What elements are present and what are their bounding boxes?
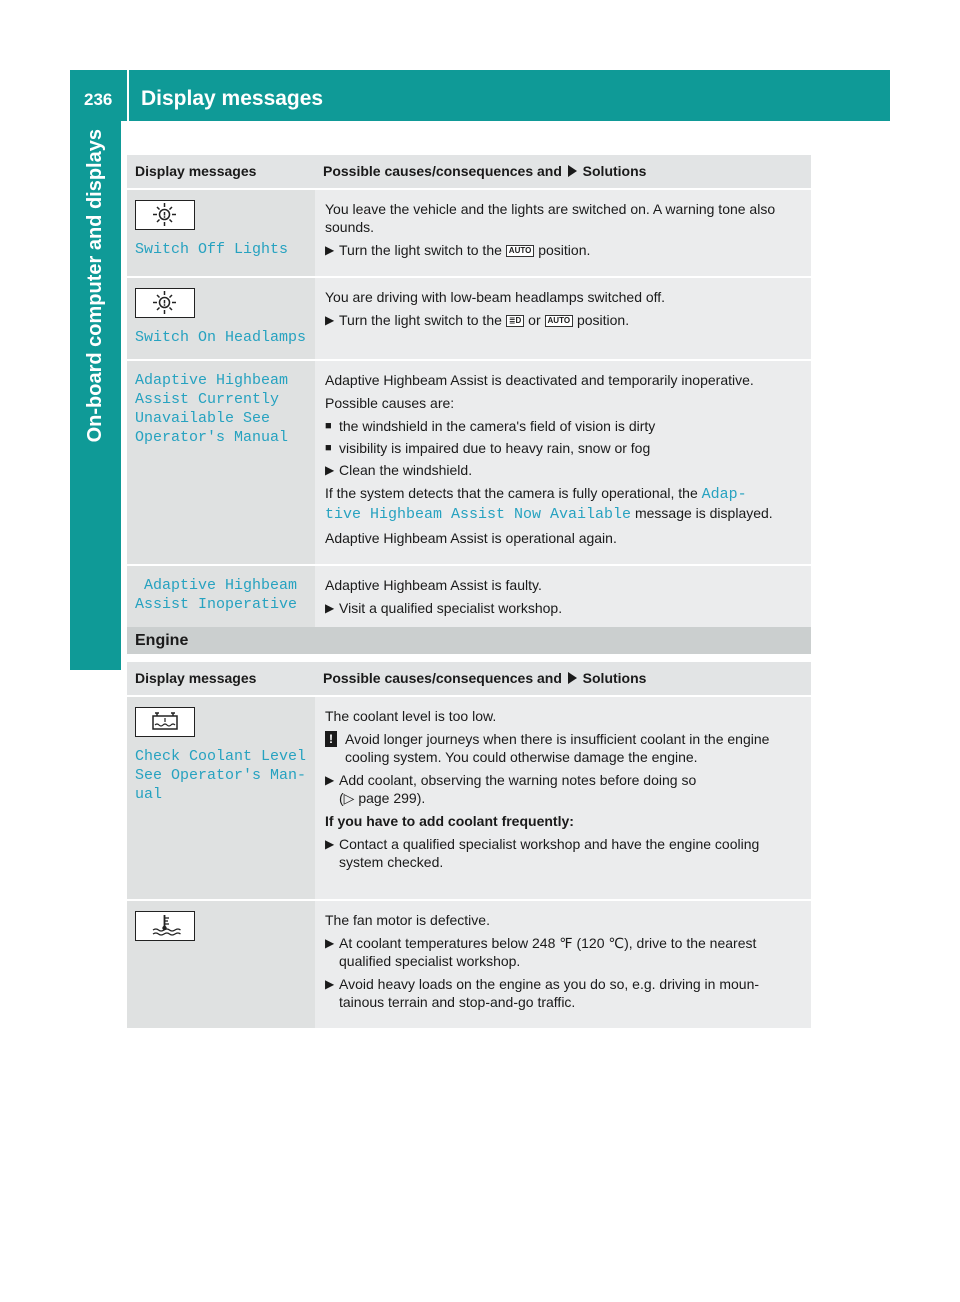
cause-text: The fan motor is defective. (325, 912, 490, 928)
side-tab-marker (70, 621, 121, 670)
solution-cell (315, 277, 811, 360)
warning-icon: ! (325, 731, 337, 747)
step-text: Add coolant, observing the warning notes before doing so (339, 772, 697, 788)
step-text: Contact a qualified specialist workshop and have the engine cooling system checked. (339, 836, 760, 870)
message-text: Switch On Headlamps (135, 329, 307, 346)
table-row (127, 696, 811, 900)
solution-step (325, 771, 805, 807)
light-bulb-icon (135, 200, 195, 230)
step-arrow-icon: ▶ (325, 313, 335, 327)
message-cell (127, 696, 315, 900)
bullet-text: visibility is impaired due to heavy rain, snow or fog (339, 440, 651, 456)
solution-step (325, 934, 805, 970)
step-arrow-icon: ▶ (325, 601, 335, 615)
coolant-tank-icon (135, 707, 195, 737)
solution-step (325, 599, 805, 617)
status-text (325, 484, 805, 524)
step-text: Avoid heavy loads on the engine as you do so, e.g. driving in moun‐ tainous terrain and stop-and-go traffic. (339, 976, 760, 1010)
cause-text: Adaptive Highbeam Assist is faulty. (325, 577, 542, 593)
step-arrow-icon: ▶ (325, 463, 335, 477)
solution-cell (315, 360, 811, 565)
cause-bullet (325, 439, 805, 457)
auto-switch-icon: AUTO (506, 245, 535, 257)
col-causes-solutions (315, 155, 811, 189)
light-bulb-icon (135, 288, 195, 318)
step-arrow-icon: ▶ (325, 977, 335, 991)
step-text: Visit a qualified specialist workshop. (339, 600, 563, 616)
col-causes-label: Possible causes/consequences and (323, 163, 562, 179)
side-tab-label: On-board computer and displays (84, 129, 106, 443)
solution-cell (315, 189, 811, 277)
status-text-post: message is displayed. (634, 505, 773, 521)
solution-step (325, 835, 805, 871)
cause-text: Adaptive Highbeam Assist is deactivated and temporarily inoperative. (325, 372, 754, 388)
arrow-right-icon (568, 165, 577, 177)
step-text-end: position. (538, 242, 591, 258)
message-cell (127, 360, 315, 565)
step-text: Turn the light switch to the (339, 312, 502, 328)
table-row (127, 565, 811, 635)
message-text: Check Coolant Level See Operator's Man‐ ual (135, 748, 307, 803)
step-or: or (528, 312, 541, 328)
arrow-right-icon (568, 672, 577, 684)
step-text: Turn the light switch to the (339, 242, 502, 258)
cause-text: You are driving with low-beam headlamps switched off. (325, 289, 666, 305)
col-display-messages: Display messages (127, 662, 315, 696)
display-messages-table (127, 155, 811, 636)
solution-step (325, 311, 805, 329)
solution-cell (315, 696, 811, 900)
bullet-icon: ■ (325, 420, 332, 432)
step-arrow-icon: ▶ (325, 773, 335, 787)
engine-messages-table (127, 662, 811, 1030)
message-text: Switch Off Lights (135, 241, 289, 258)
bullet-text: the windshield in the camera's field of vision is dirty (339, 418, 656, 434)
status-text-pre: If the system detects that the camera is fully operational, the (325, 485, 698, 501)
table-header-row (127, 155, 811, 189)
step-text: Clean the windshield. (339, 462, 473, 478)
message-cell (127, 900, 315, 1029)
page-number: 236 (84, 90, 113, 109)
status-message: Adap‐ tive Highbeam Assist Now Available (325, 486, 747, 523)
cause-text: The coolant level is too low. (325, 708, 497, 724)
solution-step (325, 241, 805, 259)
table-row (127, 277, 811, 360)
message-cell (127, 189, 315, 277)
status-text-final: Adaptive Highbeam Assist is operational again. (325, 530, 617, 546)
coolant-temperature-icon (135, 911, 195, 941)
solution-step (325, 461, 805, 479)
col-solutions-label: Solutions (582, 163, 647, 179)
col-solutions-label: Solutions (582, 670, 647, 686)
table-row (127, 189, 811, 277)
message-cell (127, 565, 315, 635)
auto-switch-icon: AUTO (545, 315, 574, 327)
header-divider (127, 70, 129, 121)
table-header-row (127, 662, 811, 696)
frequent-coolant-heading: If you have to add coolant frequently: (325, 813, 574, 829)
section-heading-engine: Engine (127, 627, 811, 654)
cause-text: You leave the vehicle and the lights are switched on. A warning tone also sounds. (325, 201, 776, 235)
step-arrow-icon: ▶ (325, 936, 335, 950)
page-header (70, 70, 890, 121)
bullet-icon: ■ (325, 442, 332, 454)
message-text: Adaptive Highbeam Assist Inoperative (135, 577, 298, 613)
col-causes-label: Possible causes/consequences and (323, 670, 562, 686)
cause-bullet (325, 417, 805, 435)
col-causes-solutions (315, 662, 811, 696)
solution-cell (315, 565, 811, 635)
solution-cell (315, 900, 811, 1029)
warning-note (325, 730, 805, 766)
table-row (127, 360, 811, 565)
side-tab (70, 121, 121, 621)
solution-step (325, 975, 805, 1011)
message-cell (127, 277, 315, 360)
page-title: Display messages (141, 87, 324, 110)
step-text: At coolant temperatures below 248 ℉ (120 ℃), drive to the nearest qualified specialist workshop. (339, 935, 757, 969)
message-text: Adaptive Highbeam Assist Currently Unavailable See Operator's Manual (135, 372, 289, 446)
warning-text: Avoid longer journeys when there is insufficient coolant in the engine cooling system. You could otherwise damage the engine. (345, 731, 770, 765)
step-text-end: position. (576, 312, 630, 328)
table-row (127, 900, 811, 1029)
low-beam-icon: ≣D (506, 315, 524, 327)
causes-intro: Possible causes are: (325, 395, 455, 411)
col-display-messages: Display messages (127, 155, 315, 189)
page-reference-link[interactable]: (▷ page 299). (339, 790, 426, 806)
step-arrow-icon: ▶ (325, 837, 335, 851)
step-arrow-icon: ▶ (325, 243, 335, 257)
